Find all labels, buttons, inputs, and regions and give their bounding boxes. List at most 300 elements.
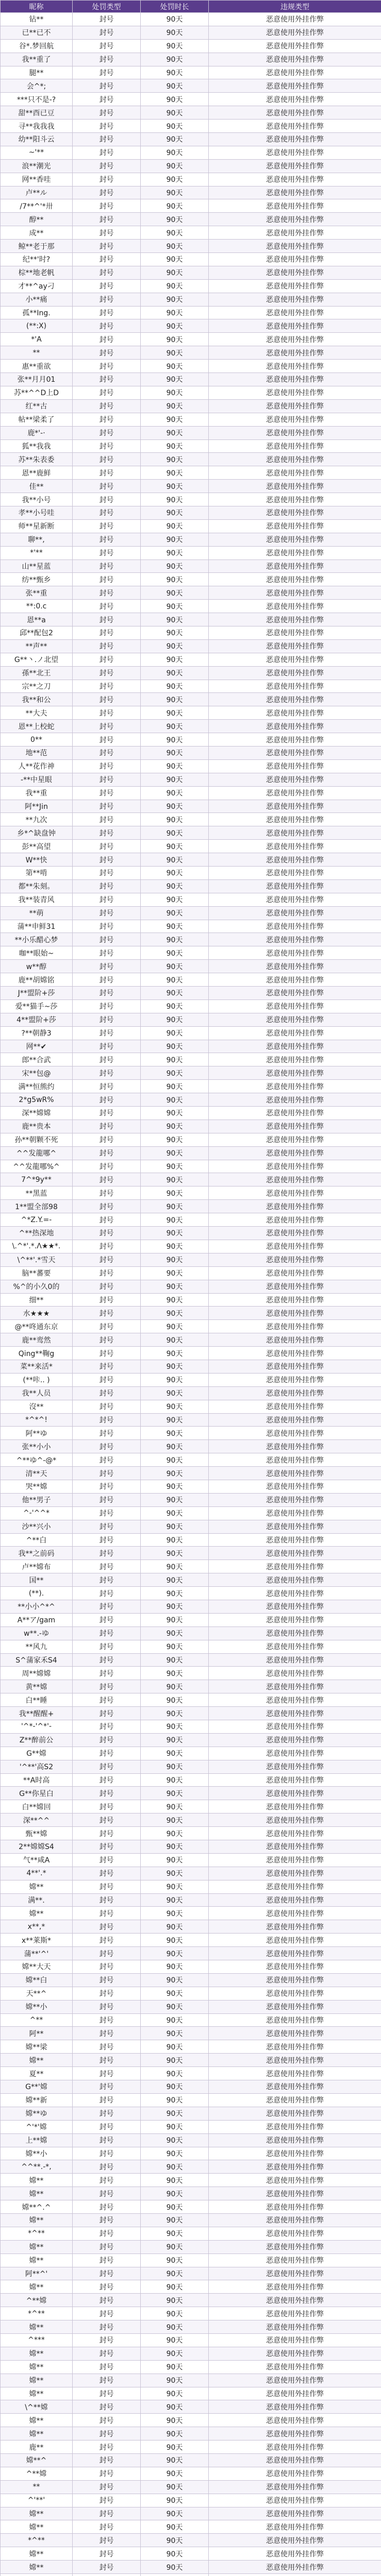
table-row	[1, 1107, 381, 1120]
cell-nickname: 网**✔	[1, 1040, 73, 1053]
cell-nickname: A**ア/gam	[1, 1613, 73, 1626]
table-row	[1, 933, 381, 946]
cell-nickname: 我**醒醒+	[1, 1707, 73, 1720]
cell-duration: 90天	[141, 1800, 209, 1814]
cell-penalty-type: 封号	[73, 120, 141, 133]
cell-penalty-type: 封号	[73, 1013, 141, 1026]
cell-nickname: *^*^!	[1, 1413, 73, 1427]
cell-violation-type: 恶意使用外挂作弊	[209, 1066, 381, 1080]
cell-duration: 90天	[141, 666, 209, 680]
cell-duration: 90天	[141, 1547, 209, 1560]
cell-duration: 90天	[141, 66, 209, 79]
cell-penalty-type: 封号	[73, 1640, 141, 1653]
cell-nickname: ^**嫦	[1, 2467, 73, 2480]
cell-nickname: 孤**Ing.	[1, 306, 73, 319]
cell-nickname: 嫦**ゆ	[1, 2107, 73, 2120]
cell-violation-type: 恶意使用外挂作弊	[209, 26, 381, 39]
cell-duration: 90天	[141, 1253, 209, 1266]
cell-penalty-type: 封号	[73, 1266, 141, 1280]
cell-violation-type: 恶意使用外挂作弊	[209, 946, 381, 960]
cell-duration: 90天	[141, 1467, 209, 1480]
cell-violation-type: 恶意使用外挂作弊	[209, 133, 381, 146]
cell-nickname: 脑**蕃要	[1, 1266, 73, 1280]
cell-violation-type: 恶意使用外挂作弊	[209, 1880, 381, 1893]
table-row	[1, 1720, 381, 1734]
cell-duration: 90天	[141, 1853, 209, 1867]
cell-penalty-type: 封号	[73, 1760, 141, 1773]
cell-violation-type: 恶意使用外挂作弊	[209, 79, 381, 93]
cell-violation-type: 恶意使用外挂作弊	[209, 2147, 381, 2160]
cell-nickname: 嫦**^.^	[1, 2200, 73, 2214]
cell-nickname: x**莱斯*	[1, 1934, 73, 1947]
cell-nickname: 棕**地老帆	[1, 266, 73, 279]
cell-duration: 90天	[141, 2467, 209, 2480]
cell-violation-type: 恶意使用外挂作弊	[209, 120, 381, 133]
table-row	[1, 480, 381, 493]
cell-penalty-type: 封号	[73, 2387, 141, 2400]
cell-penalty-type: 封号	[73, 1787, 141, 1800]
cell-duration: 90天	[141, 293, 209, 306]
cell-nickname: 宋**包@	[1, 1066, 73, 1080]
cell-nickname: 我**之前码	[1, 1547, 73, 1560]
cell-duration: 90天	[141, 1827, 209, 1840]
cell-nickname: **A时高	[1, 1773, 73, 1787]
cell-nickname: 我**重了	[1, 53, 73, 66]
cell-duration: 90天	[141, 1680, 209, 1693]
table-row	[1, 2093, 381, 2107]
cell-nickname: 甜**酉已豆	[1, 106, 73, 120]
table-row	[1, 2534, 381, 2547]
cell-duration: 90天	[141, 1600, 209, 1613]
cell-duration: 90天	[141, 879, 209, 893]
cell-duration: 90天	[141, 639, 209, 653]
cell-nickname: 沙**兴小	[1, 1520, 73, 1533]
cell-duration: 90天	[141, 2307, 209, 2320]
table-row	[1, 399, 381, 413]
cell-nickname: (**:X)	[1, 319, 73, 333]
cell-violation-type: 恶意使用外挂作弊	[209, 1947, 381, 1960]
cell-nickname: w**.-ゆ	[1, 1626, 73, 1640]
cell-penalty-type: 封号	[73, 1720, 141, 1734]
cell-nickname: 4**盟阶+莎	[1, 1013, 73, 1026]
cell-duration: 90天	[141, 1213, 209, 1227]
cell-penalty-type: 封号	[73, 560, 141, 573]
cell-duration: 90天	[141, 653, 209, 666]
table-row	[1, 213, 381, 226]
cell-penalty-type: 封号	[73, 773, 141, 786]
table-row	[1, 626, 381, 639]
table-row	[1, 1026, 381, 1040]
cell-penalty-type: 封号	[73, 1934, 141, 1947]
table-row	[1, 426, 381, 439]
table-row	[1, 1453, 381, 1467]
table-row	[1, 813, 381, 826]
cell-violation-type: 恶意使用外挂作弊	[209, 53, 381, 66]
cell-violation-type: 恶意使用外挂作弊	[209, 1533, 381, 1547]
cell-violation-type: 恶意使用外挂作弊	[209, 1173, 381, 1187]
cell-duration: 90天	[141, 1520, 209, 1533]
table-row	[1, 2080, 381, 2094]
cell-duration: 90天	[141, 2534, 209, 2547]
cell-penalty-type: 封号	[73, 226, 141, 240]
cell-nickname: *^**	[1, 2307, 73, 2320]
cell-duration: 90天	[141, 1560, 209, 1573]
cell-duration: 90天	[141, 2453, 209, 2467]
cell-violation-type: 恶意使用外挂作弊	[209, 1480, 381, 1493]
cell-penalty-type: 封号	[73, 533, 141, 546]
cell-violation-type: 恶意使用外挂作弊	[209, 999, 381, 1013]
table-row	[1, 146, 381, 159]
cell-violation-type: 恶意使用外挂作弊	[209, 1080, 381, 1093]
cell-penalty-type: 封号	[73, 279, 141, 293]
cell-violation-type: 恶意使用外挂作弊	[209, 706, 381, 720]
cell-violation-type: 恶意使用外挂作弊	[209, 199, 381, 213]
cell-penalty-type: 封号	[73, 1227, 141, 1240]
cell-duration: 90天	[141, 2414, 209, 2427]
cell-duration: 90天	[141, 906, 209, 920]
table-row	[1, 1787, 381, 1800]
table-row	[1, 173, 381, 186]
cell-violation-type: 恶意使用外挂作弊	[209, 1040, 381, 1053]
cell-penalty-type: 封号	[73, 1573, 141, 1587]
cell-nickname: **声**	[1, 639, 73, 653]
cell-penalty-type: 封号	[73, 693, 141, 706]
cell-violation-type: 恶意使用外挂作弊	[209, 1827, 381, 1840]
table-row	[1, 159, 381, 173]
cell-nickname: **萌	[1, 906, 73, 920]
cell-violation-type: 恶意使用外挂作弊	[209, 2467, 381, 2480]
cell-nickname: 他**男子	[1, 1493, 73, 1506]
cell-violation-type: 恶意使用外挂作弊	[209, 2227, 381, 2240]
cell-violation-type: 恶意使用外挂作弊	[209, 1973, 381, 1987]
table-row	[1, 1320, 381, 1333]
cell-duration: 90天	[141, 1320, 209, 1333]
table-row	[1, 306, 381, 319]
cell-duration: 90天	[141, 1333, 209, 1347]
cell-penalty-type: 封号	[73, 1066, 141, 1080]
table-row	[1, 920, 381, 933]
cell-duration: 90天	[141, 1533, 209, 1547]
table-row	[1, 2374, 381, 2387]
table-row	[1, 879, 381, 893]
cell-nickname: \.^*'.*.Λ★★*.	[1, 1240, 73, 1253]
table-row	[1, 1146, 381, 1160]
cell-nickname: 阿**^'	[1, 2267, 73, 2280]
cell-duration: 90天	[141, 560, 209, 573]
cell-violation-type: 恶意使用外挂作弊	[209, 213, 381, 226]
cell-penalty-type: 封号	[73, 1960, 141, 1974]
cell-nickname: 嫦**	[1, 2347, 73, 2360]
table-row	[1, 2027, 381, 2040]
table-row	[1, 2427, 381, 2441]
cell-nickname: 鹿**贵本	[1, 1120, 73, 1133]
table-row	[1, 466, 381, 480]
cell-duration: 90天	[141, 2400, 209, 2414]
cell-penalty-type: 封号	[73, 2294, 141, 2307]
cell-violation-type: 恶意使用外挂作弊	[209, 813, 381, 826]
cell-duration: 90天	[141, 2093, 209, 2107]
cell-duration: 90天	[141, 920, 209, 933]
cell-penalty-type: 封号	[73, 2507, 141, 2520]
cell-violation-type: 恶意使用外挂作弊	[209, 2520, 381, 2534]
table-row	[1, 1707, 381, 1720]
header-nickname: 昵称	[1, 1, 73, 13]
table-row	[1, 586, 381, 600]
cell-nickname: ^'**'	[1, 2494, 73, 2507]
table-row	[1, 186, 381, 199]
cell-duration: 90天	[141, 2360, 209, 2374]
cell-violation-type: 恶意使用外挂作弊	[209, 1707, 381, 1720]
cell-penalty-type: 封号	[73, 879, 141, 893]
cell-penalty-type: 封号	[73, 2374, 141, 2387]
cell-violation-type: 恶意使用外挂作弊	[209, 1493, 381, 1506]
cell-duration: 90天	[141, 1707, 209, 1720]
cell-nickname: 腿**	[1, 66, 73, 79]
cell-nickname: 国**	[1, 1573, 73, 1587]
cell-penalty-type: 封号	[73, 1693, 141, 1707]
cell-violation-type: 恶意使用外挂作弊	[209, 1320, 381, 1333]
cell-nickname: 阿**Jin	[1, 800, 73, 813]
cell-violation-type: 恶意使用外挂作弊	[209, 2320, 381, 2334]
cell-penalty-type: 封号	[73, 2333, 141, 2347]
cell-duration: 90天	[141, 2280, 209, 2294]
cell-nickname: 人**花作神	[1, 759, 73, 773]
cell-nickname: -**中星眼	[1, 773, 73, 786]
cell-duration: 90天	[141, 2520, 209, 2534]
cell-penalty-type: 封号	[73, 480, 141, 493]
table-row	[1, 1893, 381, 1907]
cell-violation-type: 恶意使用外挂作弊	[209, 493, 381, 506]
cell-nickname: 嫦**	[1, 2320, 73, 2334]
cell-penalty-type: 封号	[73, 1920, 141, 1934]
table-row	[1, 1266, 381, 1280]
cell-nickname: *^**	[1, 2227, 73, 2240]
cell-nickname: 嫦**梁	[1, 2040, 73, 2054]
cell-violation-type: 恶意使用外挂作弊	[209, 360, 381, 373]
cell-violation-type: 恶意使用外挂作弊	[209, 1934, 381, 1947]
cell-duration: 90天	[141, 1013, 209, 1026]
cell-nickname: 恩**上校蛇	[1, 720, 73, 733]
cell-penalty-type: 封号	[73, 1520, 141, 1533]
cell-duration: 90天	[141, 1893, 209, 1907]
cell-duration: 90天	[141, 1413, 209, 1427]
cell-penalty-type: 封号	[73, 519, 141, 533]
cell-nickname: 上**嫦	[1, 2133, 73, 2147]
cell-duration: 90天	[141, 2174, 209, 2187]
table-row	[1, 1360, 381, 1373]
table-row	[1, 573, 381, 586]
cell-violation-type: 恶意使用外挂作弊	[209, 1667, 381, 1680]
cell-penalty-type: 封号	[73, 1133, 141, 1146]
cell-violation-type: 恶意使用外挂作弊	[209, 2120, 381, 2133]
cell-nickname: 我**和公	[1, 693, 73, 706]
cell-duration: 90天	[141, 1640, 209, 1653]
cell-violation-type: 恶意使用外挂作弊	[209, 1800, 381, 1814]
cell-duration: 90天	[141, 1587, 209, 1600]
cell-nickname: Z**醉前公	[1, 1733, 73, 1747]
cell-violation-type: 恶意使用外挂作弊	[209, 2561, 381, 2574]
cell-violation-type: 恶意使用外挂作弊	[209, 13, 381, 26]
table-row	[1, 680, 381, 693]
cell-penalty-type: 封号	[73, 840, 141, 853]
cell-penalty-type: 封号	[73, 2520, 141, 2534]
cell-penalty-type: 封号	[73, 2160, 141, 2174]
cell-duration: 90天	[141, 1973, 209, 1987]
table-row	[1, 720, 381, 733]
table-row	[1, 1506, 381, 1520]
cell-penalty-type: 封号	[73, 1480, 141, 1493]
cell-violation-type: 恶意使用外挂作弊	[209, 1440, 381, 1453]
cell-duration: 90天	[141, 186, 209, 199]
cell-penalty-type: 封号	[73, 1293, 141, 1307]
table-row	[1, 2320, 381, 2334]
cell-duration: 90天	[141, 533, 209, 546]
cell-penalty-type: 封号	[73, 987, 141, 1000]
table-row	[1, 1973, 381, 1987]
cell-nickname: 7^*9y**	[1, 1173, 73, 1187]
cell-penalty-type: 封号	[73, 1333, 141, 1347]
cell-penalty-type: 封号	[73, 759, 141, 773]
cell-penalty-type: 封号	[73, 999, 141, 1013]
cell-violation-type: 恶意使用外挂作弊	[209, 1626, 381, 1640]
cell-violation-type: 恶意使用外挂作弊	[209, 1560, 381, 1573]
cell-penalty-type: 封号	[73, 1893, 141, 1907]
cell-violation-type: 恶意使用外挂作弊	[209, 2027, 381, 2040]
table-row	[1, 693, 381, 706]
cell-violation-type: 恶意使用外挂作弊	[209, 1373, 381, 1386]
cell-nickname: 嫦**	[1, 2387, 73, 2400]
cell-duration: 90天	[141, 26, 209, 39]
cell-violation-type: 恶意使用外挂作弊	[209, 1747, 381, 1760]
table-row	[1, 2387, 381, 2400]
cell-nickname: 卢**ル	[1, 186, 73, 199]
table-row	[1, 2280, 381, 2294]
cell-duration: 90天	[141, 1867, 209, 1880]
cell-nickname: ^-'^^*	[1, 1506, 73, 1520]
table-row	[1, 93, 381, 106]
cell-nickname: 佳**	[1, 480, 73, 493]
cell-duration: 90天	[141, 987, 209, 1000]
table-row	[1, 2054, 381, 2067]
cell-penalty-type: 封号	[73, 1880, 141, 1893]
cell-nickname: *^**	[1, 2534, 73, 2547]
cell-duration: 90天	[141, 813, 209, 826]
cell-nickname: 都**朱刻。	[1, 879, 73, 893]
cell-penalty-type: 封号	[73, 159, 141, 173]
cell-penalty-type: 封号	[73, 106, 141, 120]
cell-penalty-type: 封号	[73, 1386, 141, 1400]
cell-duration: 90天	[141, 2387, 209, 2400]
table-row	[1, 413, 381, 426]
cell-duration: 90天	[141, 2027, 209, 2040]
cell-duration: 90天	[141, 1040, 209, 1053]
table-row	[1, 1386, 381, 1400]
cell-penalty-type: 封号	[73, 853, 141, 867]
cell-penalty-type: 封号	[73, 920, 141, 933]
table-row	[1, 333, 381, 346]
table-row	[1, 1667, 381, 1680]
cell-nickname: 嫦**	[1, 2280, 73, 2294]
cell-penalty-type: 封号	[73, 1506, 141, 1520]
cell-violation-type: 恶意使用外挂作弊	[209, 1853, 381, 1867]
table-row	[1, 653, 381, 666]
table-body	[1, 13, 381, 2576]
cell-penalty-type: 封号	[73, 2147, 141, 2160]
cell-duration: 90天	[141, 1987, 209, 2000]
cell-nickname: **:0.c	[1, 600, 73, 613]
cell-violation-type: 恶意使用外挂作弊	[209, 1200, 381, 1213]
cell-nickname: 蒲**'^'	[1, 1947, 73, 1960]
table-row	[1, 1867, 381, 1880]
cell-penalty-type: 封号	[73, 2267, 141, 2280]
cell-duration: 90天	[141, 1733, 209, 1747]
table-row	[1, 2294, 381, 2307]
table-row	[1, 773, 381, 786]
cell-duration: 90天	[141, 1653, 209, 1667]
table-row	[1, 2414, 381, 2427]
cell-penalty-type: 封号	[73, 133, 141, 146]
cell-nickname: 张**小小	[1, 1440, 73, 1453]
cell-nickname: 气**咸A	[1, 1853, 73, 1867]
cell-duration: 90天	[141, 133, 209, 146]
cell-duration: 90天	[141, 1453, 209, 1467]
cell-penalty-type: 封号	[73, 1080, 141, 1093]
cell-violation-type: 恶意使用外挂作弊	[209, 626, 381, 639]
table-row	[1, 1480, 381, 1493]
table-row	[1, 53, 381, 66]
cell-penalty-type: 封号	[73, 1040, 141, 1053]
cell-nickname: 嫦**小	[1, 2147, 73, 2160]
cell-nickname: /7**^'*卅	[1, 199, 73, 213]
cell-violation-type: 恶意使用外挂作弊	[209, 173, 381, 186]
cell-nickname: 白**嫦回	[1, 1800, 73, 1814]
cell-nickname: 张**重	[1, 586, 73, 600]
table-row	[1, 2107, 381, 2120]
cell-duration: 90天	[141, 2107, 209, 2120]
cell-penalty-type: 封号	[73, 720, 141, 733]
cell-penalty-type: 封号	[73, 466, 141, 480]
cell-penalty-type: 封号	[73, 213, 141, 226]
cell-nickname: 嫦**	[1, 2054, 73, 2067]
cell-violation-type: 恶意使用外挂作弊	[209, 2374, 381, 2387]
cell-violation-type: 恶意使用外挂作弊	[209, 746, 381, 759]
cell-nickname: 蒲**申鲜31	[1, 920, 73, 933]
cell-duration: 90天	[141, 2000, 209, 2013]
cell-penalty-type: 封号	[73, 1907, 141, 1920]
table-row	[1, 346, 381, 360]
cell-nickname	[1, 2574, 73, 2576]
cell-nickname: **	[1, 2480, 73, 2494]
cell-nickname: **风九	[1, 1640, 73, 1653]
cell-duration: 90天	[141, 2441, 209, 2454]
table-row	[1, 2174, 381, 2187]
table-row	[1, 1853, 381, 1867]
cell-nickname: 苏**^^D上D	[1, 386, 73, 399]
cell-duration: 90天	[141, 1307, 209, 1320]
cell-violation-type: 恶意使用外挂作弊	[209, 2427, 381, 2441]
cell-duration: 90天	[141, 573, 209, 586]
cell-violation-type: 恶意使用外挂作弊	[209, 2507, 381, 2520]
cell-penalty-type: 封号	[73, 413, 141, 426]
cell-duration: 90天	[141, 466, 209, 480]
cell-duration: 90天	[141, 1693, 209, 1707]
cell-nickname: Qing**鞠g	[1, 1347, 73, 1360]
cell-duration: 90天	[141, 586, 209, 600]
cell-duration: 90天	[141, 867, 209, 880]
cell-duration: 90天	[141, 999, 209, 1013]
table-row	[1, 800, 381, 813]
table-row	[1, 1960, 381, 1974]
